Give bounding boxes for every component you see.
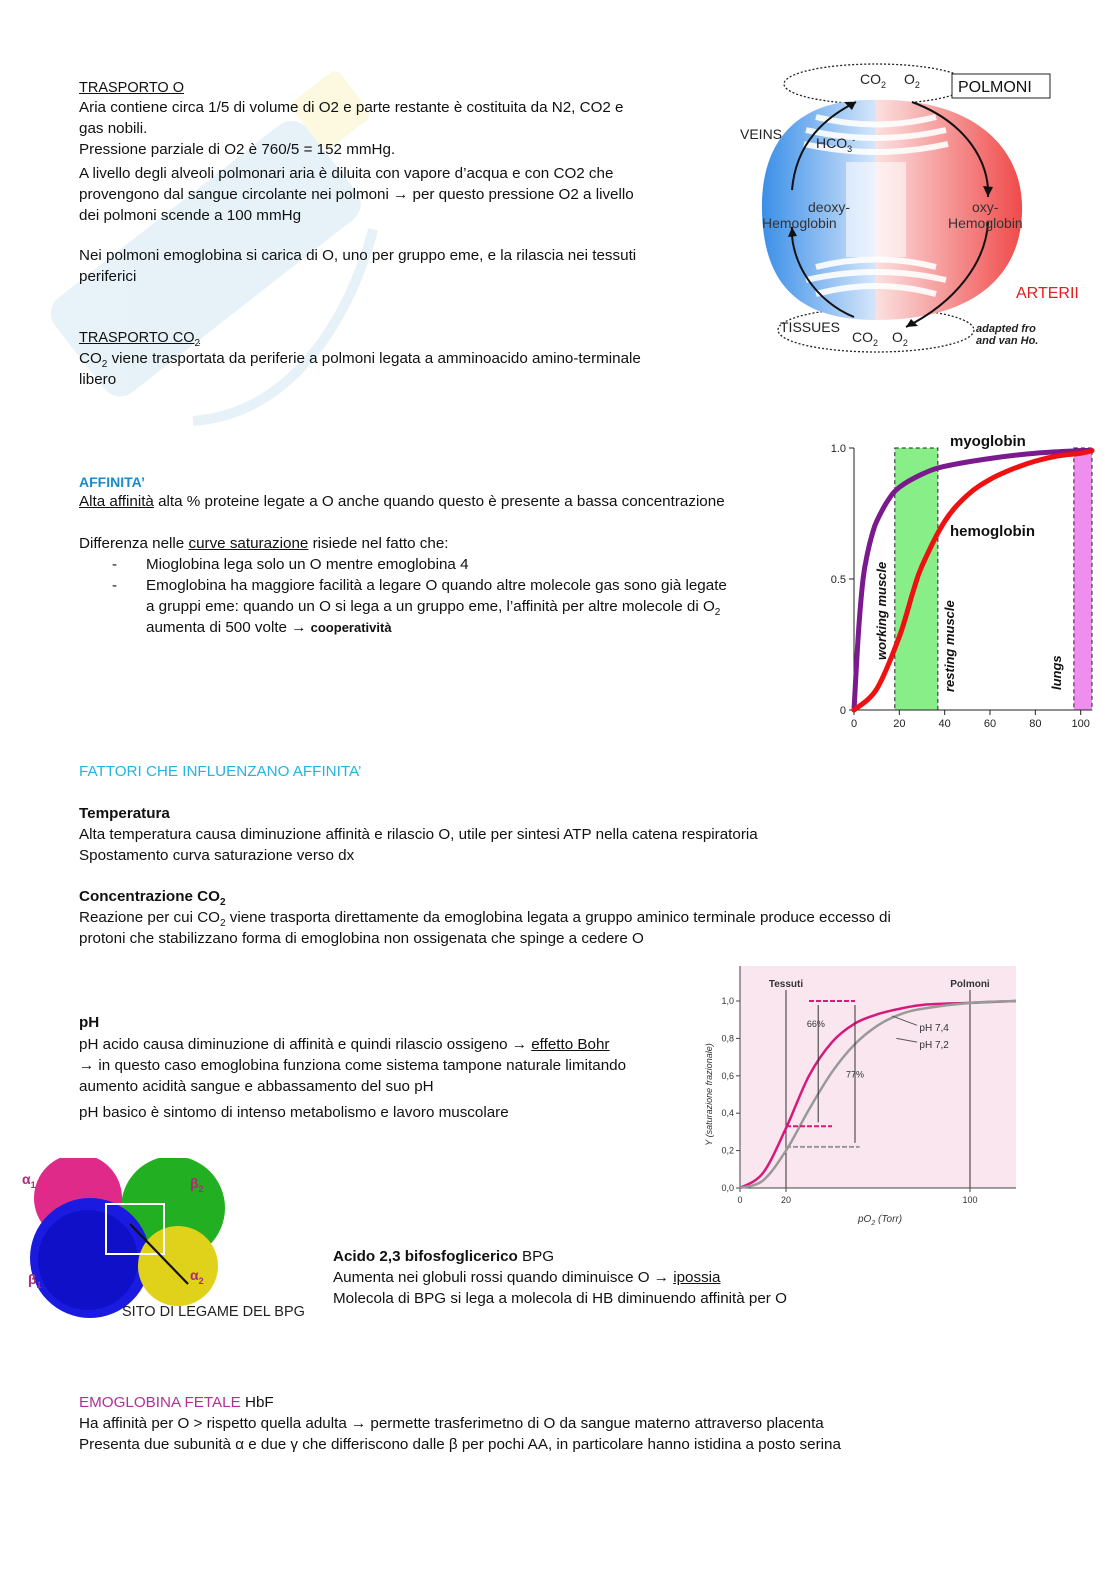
x-tick-label-2: 100 [962, 1195, 978, 1205]
affinita-title: AFFINITA’ [79, 474, 145, 490]
hco3-label: $HCO_3^-$ [816, 135, 856, 154]
deoxy-label-2: Hemoglobin [762, 215, 837, 231]
tissues-label: TISSUES [780, 319, 840, 335]
svg-text:β1: $\beta_1$ [28, 1271, 42, 1290]
x-tick-label-4: 80 [1029, 718, 1042, 730]
x-tick-label-5: 100 [1071, 718, 1090, 730]
y-axis-label: Y (saturazione frazionale) [704, 1043, 714, 1146]
alpha2-subunit [138, 1226, 218, 1306]
section-co2-line-2: libero [79, 371, 117, 388]
y-tick-label-4: 0,8 [721, 1033, 734, 1044]
x-tick-label-0: 0 [737, 1195, 743, 1205]
fetale-line-2: Presenta due subunità α e due γ che differiscono dalle β per pochi AA, in particolare hanno istidina a posto serina [79, 1436, 841, 1453]
legend-ph72: pH 7,2 [919, 1039, 949, 1051]
x-tick-label-2: 40 [938, 718, 951, 730]
ph-title: pH [79, 1014, 100, 1031]
fattori-title: FATTORI CHE INFLUENZANO AFFINITA’ [79, 763, 362, 780]
affinita-bullet-2-line-3: aumenta di 500 volte → cooperatività [146, 619, 392, 636]
temperatura-line-2: Spostamento curva saturazione verso dx [79, 847, 355, 864]
section-co2-line-1: $CO_2$ viene trasportata da periferie a polmoni legata a amminoacido amino-terminale [79, 350, 641, 371]
co2-conc-line-1: Reazione per cui $CO_2$ viene trasporta direttamente da emoglobina legata a gruppo aminico terminale produce eccesso di [79, 909, 891, 930]
bpg-title: Acido 2,3 bifosfoglicerico BPG [333, 1248, 555, 1265]
temperatura-title: Temperatura [79, 805, 170, 822]
bpg-line-1: Aumenta nei globuli rossi quando diminuisce O → ipossia [333, 1269, 721, 1286]
section-o-title: TRASPORTO O [79, 80, 185, 96]
svg-text:α1: $\alpha_1$ [22, 1171, 36, 1190]
section-o-line-4: A livello degli alveoli polmonari aria è diluita con vapore d’acqua e con CO2 che [79, 165, 614, 182]
bpg-line-2: Molecola di BPG si lega a molecola di HB diminuendo affinità per O [333, 1290, 787, 1307]
svg-text:CO2: $CO_2$ [860, 71, 887, 90]
y-tick-label-0: 0,0 [721, 1183, 734, 1193]
y-tick-label-5: 1,0 [721, 996, 734, 1006]
label-myoglobin: myoglobin [950, 433, 1026, 450]
affinita-bullet-2-line-1: Emoglobina ha maggiore facilità a legare O quando altre molecole gas sono già legate [146, 577, 727, 594]
co2-conc-line-2: protoni che stabilizzano forma di emoglobina non ossigenata che spinge a cedere O [79, 930, 644, 947]
section-o-line-6: dei polmoni scende a 100 mmHg [79, 207, 302, 224]
y-tick-label-1: 0,2 [721, 1145, 734, 1156]
svg-text:α2: $\alpha_2$ [190, 1267, 204, 1286]
bpg-caption: SITO DI LEGAME DEL BPG [122, 1304, 305, 1320]
y-tick-label-0: 0 [839, 705, 846, 717]
credit-line-2: and van Ho. [976, 335, 1039, 347]
label-working-muscle: working muscle [874, 561, 889, 660]
circulation-diagram [736, 62, 1108, 362]
affinita-line-2: Differenza nelle curve saturazione risiede nel fatto che: [79, 535, 449, 552]
label-66: 66% [806, 1019, 825, 1030]
section-o-line-3: Pressione parziale di O2 è 760/5 = 152 mmHg. [79, 141, 396, 158]
label-lungs: lungs [1049, 655, 1064, 690]
bullet-marker-2: - [112, 577, 118, 594]
y-tick-label-2: 0,4 [721, 1108, 734, 1119]
deoxy-label: deoxy- [808, 199, 851, 215]
bullet-marker-1: - [112, 556, 118, 573]
temperatura-line-1: Alta temperatura causa diminuzione affinità e rilascio O, utile per sintesi ATP nella catena respiratoria [79, 826, 758, 843]
section-o-line-5: provengono dal sangue circolante nei polmoni → per questo pressione O2 a livello [79, 186, 634, 203]
label-resting-muscle: resting muscle [942, 600, 957, 692]
band-2 [1074, 448, 1092, 710]
co2-conc-title: Concentrazione $CO_2$ [79, 888, 226, 909]
ph-line-4: pH basico è sintomo di intenso metabolismo e lavoro muscolare [79, 1104, 509, 1121]
svg-text:CO2: $CO_2$ [852, 329, 879, 348]
ph-line-1: pH acido causa diminuzione di affinità e quindi rilascio ossigeno → effetto Bohr [79, 1036, 610, 1053]
polmoni-label: POLMONI [958, 79, 1032, 96]
bohr-effect-chart [700, 966, 1030, 1228]
ph-line-2: → in questo caso emoglobina funziona come sistema tampone naturale limitando [79, 1057, 627, 1074]
oxy-label: oxy- [972, 199, 999, 215]
fetale-line-1: Ha affinità per O > rispetto quella adulta → permette trasferimetno di O da sangue materno attraverso placenta [79, 1415, 824, 1432]
x-tick-label-0: 0 [850, 718, 858, 730]
hemoglobin-bpg-image [18, 1158, 320, 1326]
fetale-title: EMOGLOBINA FETALE HbF [79, 1394, 274, 1411]
svg-text:O2: $O_2$ [892, 329, 908, 348]
x-tick-label-1: 20 [780, 1195, 792, 1205]
section-o-para2-line-2: periferici [79, 268, 137, 285]
section-o-line-2: gas nobili. [79, 120, 148, 137]
label-polmoni: Polmoni [950, 979, 990, 990]
y-tick-label-1: 0.5 [830, 574, 846, 586]
label-tessuti: Tessuti [768, 979, 804, 990]
legend-ph74: pH 7,4 [919, 1022, 949, 1034]
plot-background [740, 966, 1016, 1188]
section-o-line-1: Aria contiene circa 1/5 di volume di O2 e parte restante è costituita da N2, CO2 e [79, 99, 624, 116]
arteries-label: ARTERII [1016, 285, 1079, 302]
affinita-bullet-2-line-2: a gruppi eme: quando un O si lega a un gruppo eme, l’affinità per altre molecole di $O_2$ [146, 598, 721, 619]
y-tick-label-3: 0,6 [721, 1070, 734, 1081]
x-axis-label: $pO_2$ (Torr) [858, 1214, 903, 1227]
svg-text:O2: $O_2$ [904, 71, 920, 90]
label-77: 77% [845, 1069, 865, 1080]
oxy-label-2: Hemoglobin [948, 215, 1023, 231]
section-co2-title: TRASPORTO $CO_2$ [79, 330, 201, 349]
label-hemoglobin: hemoglobin [950, 523, 1035, 540]
affinita-line-1: Alta affinità alta % proteine legate a O anche quando questo è presente a bassa concentrazione [79, 493, 725, 510]
x-tick-label-3: 60 [983, 718, 997, 730]
veins-label: VEINS [740, 126, 783, 142]
credit-line-1: adapted fro [976, 323, 1036, 335]
section-o-para2-line-1: Nei polmoni emoglobina si carica di O, uno per gruppo eme, e la rilascia nei tessuti [79, 247, 637, 264]
y-tick-label-2: 1.0 [830, 443, 846, 455]
svg-text:β2: $\beta_2$ [190, 1175, 204, 1194]
ph-line-3: aumento acidità sangue e abbassamento del suo pH [79, 1078, 434, 1095]
x-tick-label-1: 20 [893, 718, 906, 730]
affinita-bullet-1: Mioglobina lega solo un O mentre emoglobina 4 [146, 556, 469, 573]
saturation-chart-myo-hb [820, 428, 1110, 738]
